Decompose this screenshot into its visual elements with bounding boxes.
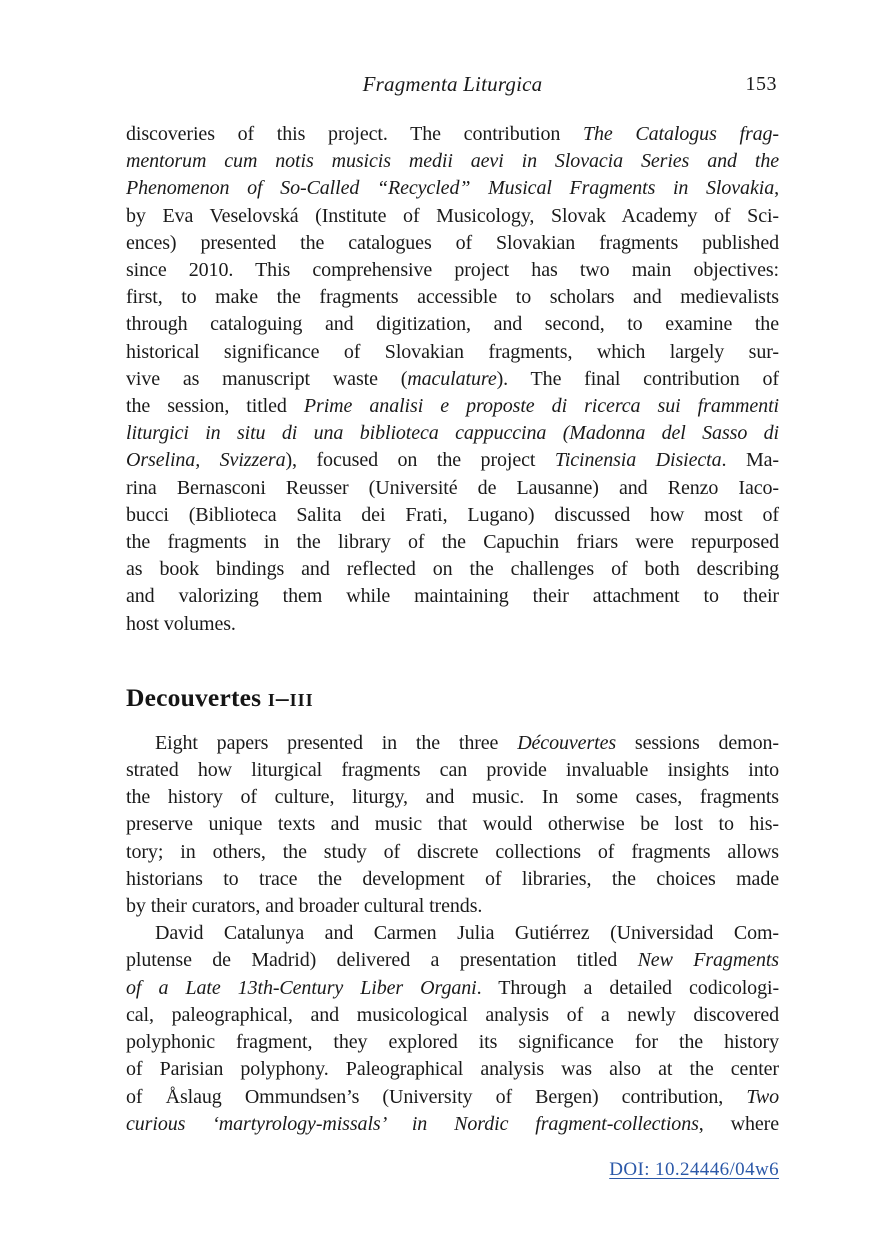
text-line: polyphonic fragment, they explored its significance for the history — [126, 1031, 779, 1054]
text-line: first, to make the fragments accessible to scholars and medievalists — [126, 286, 779, 309]
text-line: rina Bernasconi Reusser (Université de Lausanne) and Renzo Iaco- — [126, 476, 779, 499]
text-line: ences) presented the catalogues of Slovakian fragments published — [126, 231, 779, 254]
text-line: curious ‘martyrology-missals’ in Nordic fragment-collections, where — [126, 1112, 779, 1135]
text-line: David Catalunya and Carmen Julia Gutiérrez (Universidad Com- — [155, 922, 779, 945]
text-line: the fragments in the library of the Capuchin friars were repurposed — [126, 531, 779, 554]
text-line: historical significance of Slovakian fragments, which largely sur- — [126, 340, 779, 363]
footer — [126, 1159, 779, 1181]
text-line: Phenomenon of So-Called “Recycled” Musical Fragments in Slovakia, — [126, 177, 779, 200]
text-line: of Åslaug Ommundsen’s (University of Bergen) contribution, Two — [126, 1085, 779, 1108]
section-heading-numerals: i–iii — [267, 682, 314, 712]
paragraph — [126, 920, 779, 1138]
text-line: strated how liturgical fragments can provide invaluable insights into — [126, 759, 779, 782]
text-line: host volumes. — [126, 612, 236, 635]
text-line: Orselina, Svizzera), focused on the project Ticinensia Disiecta. Ma- — [126, 449, 779, 472]
text-line: discoveries of this project. The contribution The Catalogus frag- — [126, 123, 779, 145]
text-line: by their curators, and broader cultural trends. — [126, 895, 483, 918]
section-paragraphs — [126, 730, 779, 1138]
text-line: of Parisian polyphony. Paleographical analysis was also at the center — [126, 1058, 779, 1081]
text-line: by Eva Veselovská (Institute of Musicology, Slovak Academy of Sci- — [126, 204, 779, 227]
doi-link[interactable]: DOI: 10.24446/04w6 — [609, 1159, 779, 1180]
text-line: vive as manuscript waste (maculature). The final contribution of — [126, 367, 779, 390]
text-line: Eight papers presented in the three Découvertes sessions demon- — [155, 731, 779, 754]
text-line: mentorum cum notis musicis medii aevi in Slovacia Series and the — [126, 150, 779, 173]
page-number: 153 — [745, 73, 777, 95]
running-head — [126, 71, 779, 99]
text-line: the session, titled Prime analisi e proposte di ricerca sui frammenti — [126, 395, 779, 418]
paragraph — [126, 121, 779, 638]
text-line: since 2010. This comprehensive project has two main objectives: — [126, 259, 779, 282]
text-line: the history of culture, liturgy, and music. In some cases, fragments — [126, 786, 779, 809]
body-text — [126, 121, 779, 1138]
section-heading — [126, 683, 779, 713]
text-line: cal, paleographical, and musicological analysis of a newly discovered — [126, 1003, 779, 1026]
text-line: plutense de Madrid) delivered a presentation titled New Fragments — [126, 949, 779, 972]
text-line: and valorizing them while maintaining their attachment to their — [126, 585, 779, 608]
intro-paragraphs — [126, 121, 779, 638]
text-line: as book bindings and reflected on the challenges of both describing — [126, 558, 779, 581]
text-line: liturgici in situ di una biblioteca cappuccina (Madonna del Sasso di — [126, 422, 779, 445]
text-line: tory; in others, the study of discrete collections of fragments allows — [126, 840, 779, 863]
text-line: through cataloguing and digitization, and second, to examine the — [126, 313, 779, 336]
section-heading-word: Decouvertes — [126, 682, 262, 712]
text-line: historians to trace the development of libraries, the choices made — [126, 867, 779, 890]
text-line: preserve unique texts and music that would otherwise be lost to his- — [126, 813, 779, 836]
text-line: bucci (Biblioteca Salita dei Frati, Lugano) discussed how most of — [126, 503, 779, 526]
running-title: Fragmenta Liturgica — [362, 72, 543, 96]
paragraph — [126, 730, 779, 920]
text-line: of a Late 13th-Century Liber Organi. Through a detailed codicologi- — [126, 976, 780, 999]
